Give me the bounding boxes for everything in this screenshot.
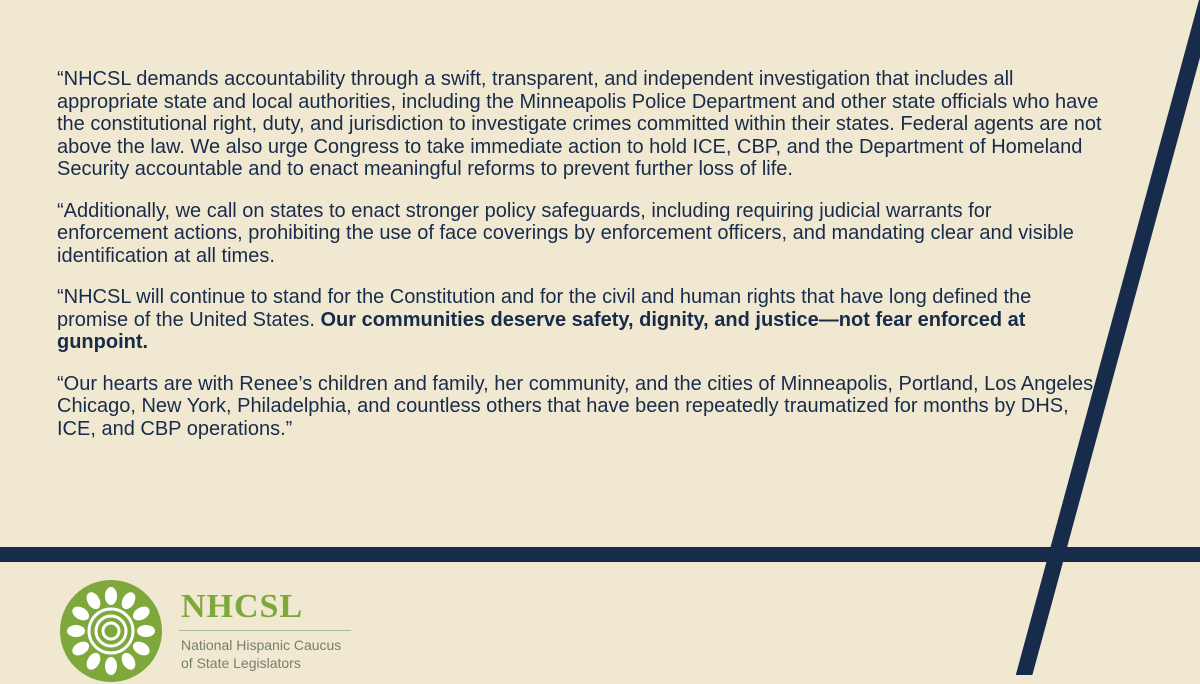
logo-subtitle [181, 636, 341, 672]
statement-paragraph-1 [57, 68, 1107, 181]
logo-subtitle-line-2: of State Legislators [181, 655, 301, 671]
horizontal-band [0, 547, 1200, 562]
statement-body [57, 68, 1107, 459]
emblem-petal [137, 625, 155, 637]
statement-paragraph-4 [57, 373, 1107, 441]
paragraph-text: “Our hearts are with Renee’s children and family, her community, and the cities of Minneapolis, Portland, Los Angeles, Chicago, New York, Philadelphia, and countless others that have been repeatedly traumatized for months by DHS, ICE, and CBP operations.” [57, 372, 1099, 440]
emblem-petal [105, 587, 117, 605]
emblem-petal [67, 625, 85, 637]
logo-wordmark: NHCSL [181, 588, 304, 625]
emblem-petal [105, 657, 117, 675]
paragraph-text: “NHCSL will continue to stand for the Constitution and for the civil and human rights that have long defined the promise of the United States. [57, 286, 1032, 331]
sun-flower-emblem-icon [58, 578, 164, 684]
logo-subtitle-line-1: National Hispanic Caucus [181, 637, 342, 653]
paragraph-bold-text: Our communities deserve safety, dignity, and justice—not fear enforced at gunpoint. [57, 308, 1026, 353]
statement-paragraph-2 [57, 200, 1107, 268]
paragraph-text: “Additionally, we call on states to enact stronger policy safeguards, including requiring judicial warrants for enforcement actions, prohibiting the use of face coverings by enforcement officers, and mandating clear and visible identification at all times. [57, 199, 1074, 267]
logo-divider [179, 630, 351, 631]
paragraph-text: “NHCSL demands accountability through a swift, transparent, and independent investigation that includes all appropriate state and local authorities, including the Minneapolis Police Department and other state officials who have the constitutional right, duty, and jurisdiction to investigate crimes committed within their states. Federal agents are not above the law. We also urge Congress to take immediate action to hold ICE, CBP, and the Department of Homeland Security accountable and to enact meaningful reforms to prevent further loss of life. [57, 68, 1102, 180]
statement-paragraph-3 [57, 286, 1107, 354]
